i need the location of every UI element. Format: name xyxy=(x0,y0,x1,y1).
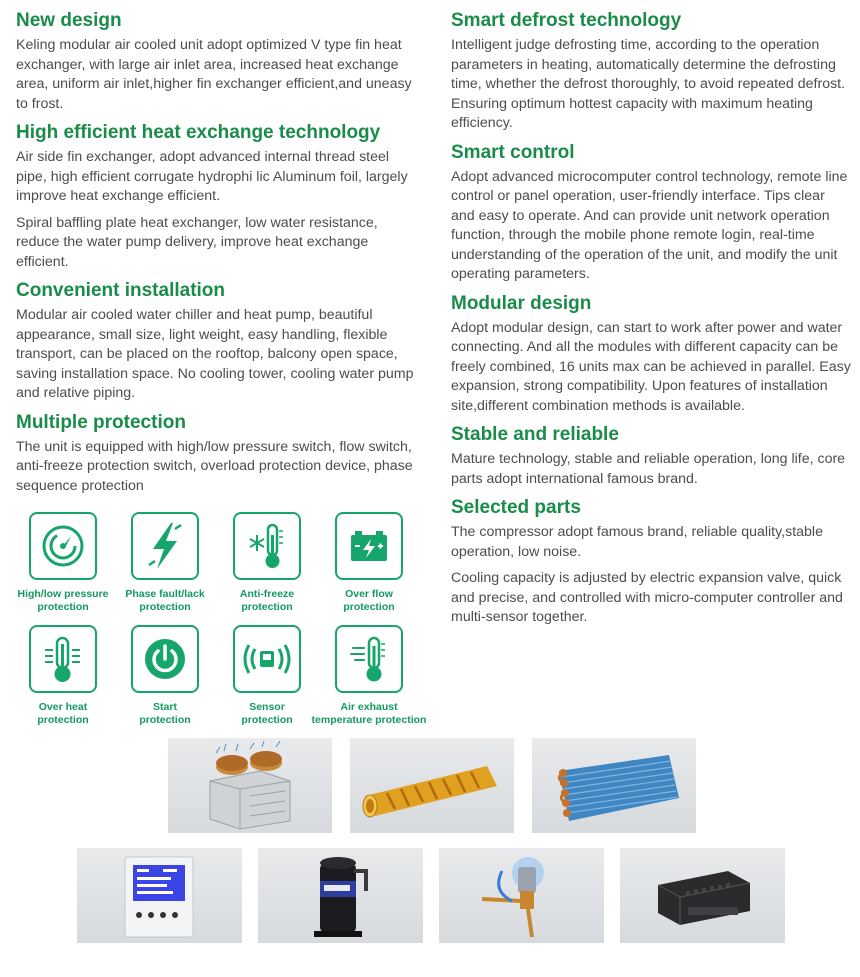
parts-images-row-1 xyxy=(168,738,714,833)
compressor-image xyxy=(258,848,423,943)
section-stable-reliable xyxy=(451,424,851,489)
sensor-icon xyxy=(233,625,301,693)
section-text: Spiral baffling plate heat exchanger, low water resistance, reduce the water pump delivery, improve heat exchange efficient. xyxy=(16,214,378,270)
icon-row xyxy=(12,625,432,727)
protection-item-over-heat xyxy=(12,625,114,727)
hot-thermometer-icon xyxy=(29,625,97,693)
exhaust-thermometer-icon xyxy=(335,625,403,693)
section-title: Stable and reliable xyxy=(451,424,619,445)
section-title: Smart control xyxy=(451,141,575,163)
section-text: Modular air cooled water chiller and heat pump, beautiful appearance, small size, light weight, easy handling, flexible transport, can be placed on the rooftop, balcony open space, saving installation space. No cooling tower, cooling water pump and relative piping. xyxy=(16,307,414,401)
protection-item-high-low-pressure xyxy=(12,512,114,614)
protection-label: High/low pressure protection xyxy=(17,588,109,613)
section-smart-control xyxy=(451,142,851,285)
section-text: Adopt advanced microcomputer control technology, remote line control or panel operation, user-friendly interface. Tips clear and easy to operate. And can provide unit network operation function, through the mobile phone remote login, real-time understanding of the operation of the unit, and modify the unit operating parameters. xyxy=(451,168,848,282)
section-text: The unit is equipped with high/low pressure switch, flow switch, anti-freeze protection switch, overload protection device, phase sequence protection xyxy=(16,438,413,494)
lightning-icon xyxy=(131,512,199,580)
threaded-copper-tube-image xyxy=(350,738,514,833)
section-title: Convenient installation xyxy=(16,280,226,301)
protection-item-sensor xyxy=(216,625,318,727)
left-column xyxy=(16,10,416,504)
protection-label: Over heat protection xyxy=(37,701,89,726)
power-icon xyxy=(131,625,199,693)
protection-item-phase-fault xyxy=(114,512,216,614)
section-installation xyxy=(16,280,416,404)
protection-item-start xyxy=(114,625,216,727)
section-new-design xyxy=(16,10,416,114)
section-smart-defrost xyxy=(451,10,851,134)
chiller-unit-image xyxy=(168,738,332,833)
parts-images-row-2 xyxy=(77,848,801,943)
protection-item-air-exhaust xyxy=(311,625,427,727)
section-multiple-protection xyxy=(16,412,416,497)
section-selected-parts xyxy=(451,497,851,628)
protection-label: Over flow protection xyxy=(343,588,395,613)
expansion-valve-image xyxy=(439,848,604,943)
fin-exchanger-image xyxy=(532,738,696,833)
section-text: Air side fin exchanger, adopt advanced internal thread steel pipe, high efficient corrugate hydrophi lic Aluminum foil, largely improve heat exchange efficient. xyxy=(16,149,408,204)
controller-panel-image xyxy=(77,848,242,943)
icon-row xyxy=(12,512,432,614)
section-text: Cooling capacity is adjusted by electric expansion valve, quick and precise, and controlled with micro-computer controller and multi-sensor together. xyxy=(451,570,843,625)
section-text: Intelligent judge defrosting time, according to the operation parameters in heating, automatically determine the defrosting time, whether the defrost thoroughly, to avoid repeated defrost. Ensuring optimum hottest capacity with maximum heating efficiency. xyxy=(451,37,846,131)
right-column xyxy=(451,10,851,636)
protection-label: Air exhaust temperature protection xyxy=(311,701,427,726)
section-title: Multiple protection xyxy=(16,411,186,433)
section-title: Modular design xyxy=(451,292,592,314)
section-modular-design xyxy=(451,293,851,417)
protection-item-over-flow xyxy=(318,512,420,614)
section-heat-exchange xyxy=(16,122,416,272)
plc-module-image xyxy=(620,848,785,943)
section-text: Keling modular air cooled unit adopt optimized V type fin heat exchanger, with large air inlet area, increased heat exchange area, uniform air inlet,higher fin exchanger efficient,and uneasy to frost. xyxy=(16,37,412,112)
protection-label: Sensor protection xyxy=(241,701,293,726)
section-title: New design xyxy=(16,10,122,31)
section-text: Mature technology, stable and reliable operation, long life, core parts adopt international famous brand. xyxy=(451,451,846,487)
gauge-icon xyxy=(29,512,97,580)
section-title: Smart defrost technology xyxy=(451,10,682,31)
protection-label: Phase fault/lack protection xyxy=(125,588,205,613)
protection-icons-grid xyxy=(12,512,432,727)
section-title: High efficient heat exchange technology xyxy=(16,122,381,143)
section-title: Selected parts xyxy=(451,497,581,518)
protection-label: Start protection xyxy=(139,701,191,726)
snowflake-thermometer-icon xyxy=(233,512,301,580)
battery-icon xyxy=(335,512,403,580)
protection-label: Anti-freeze protection xyxy=(239,588,295,613)
section-text: Adopt modular design, can start to work after power and water connecting. And all the modules with different capacity can be freely combined, 16 units max can be achieved in parallel. Easy expansion, strong compatibility. Upon features of installation site,different combination methods is available. xyxy=(451,319,851,414)
protection-item-anti-freeze xyxy=(216,512,318,614)
section-text: The compressor adopt famous brand, reliable quality,stable operation, low noise. xyxy=(451,524,823,560)
